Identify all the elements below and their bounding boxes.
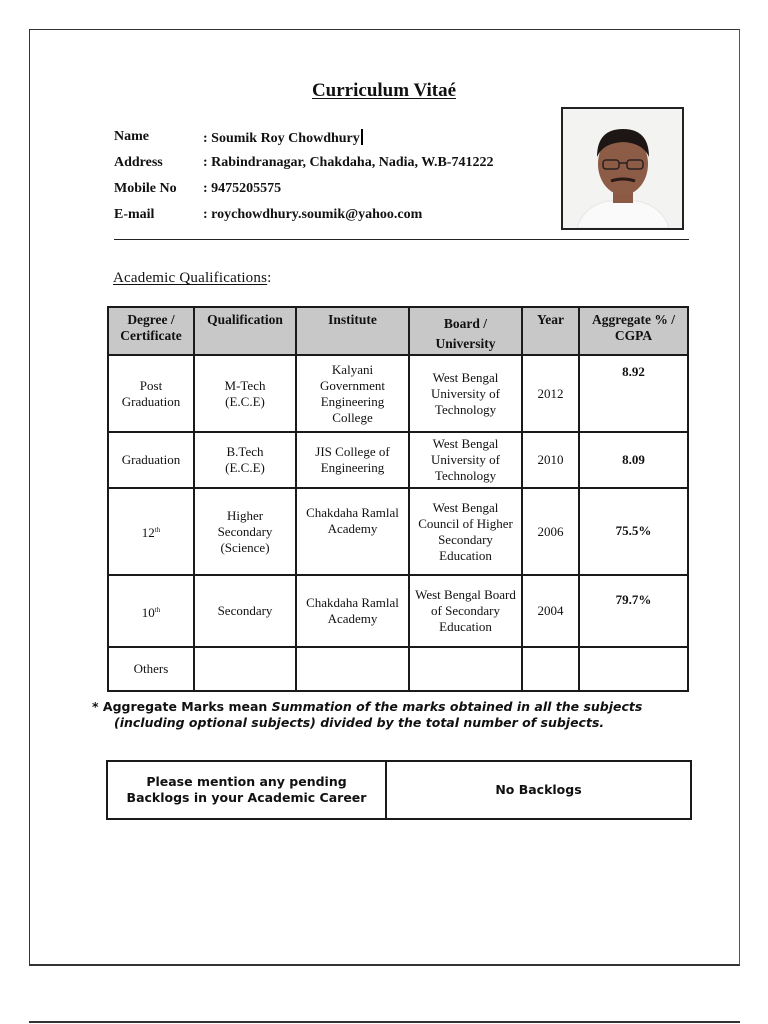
backlogs-answer: No Backlogs — [386, 761, 691, 819]
institute-cell: Chakdaha Ramlal Academy — [296, 488, 409, 575]
name-value[interactable] — [203, 129, 363, 147]
qualification-line1: M-Tech — [224, 377, 266, 393]
academic-heading-text: Academic Qualifications — [113, 270, 268, 286]
qualification-cell: Secondary — [194, 575, 296, 647]
mobile-label: Mobile No — [114, 181, 177, 196]
qualification-line1: Higher Secondary — [217, 507, 273, 539]
academic-qualifications-table — [107, 306, 689, 692]
degree-cell: Graduation — [108, 432, 194, 488]
table-row — [108, 432, 688, 488]
aggregate-cell: 8.09 — [579, 432, 688, 488]
qualification-line2: (Science) — [220, 539, 270, 555]
email-label: E-mail — [114, 207, 155, 222]
name-text: : Soumik Roy Chowdhury — [203, 131, 360, 146]
board-cell: West Bengal University of Technology — [409, 432, 522, 488]
qualification-cell — [194, 355, 296, 432]
column-header-degree: Degree / Certificate — [108, 307, 194, 355]
footnote-italic-line2: (including optional subjects) divided by the total number of subjects. — [114, 715, 605, 730]
degree-cell: Others — [108, 647, 194, 691]
document-title: Curriculum Vitaé — [311, 80, 457, 101]
board-cell: West Bengal University of Technology — [409, 355, 522, 432]
qualification-line2: (E.C.E) — [225, 460, 265, 475]
academic-heading-colon: : — [267, 270, 272, 286]
table-header-row — [108, 307, 688, 355]
email-value: : roychowdhury.soumik@yahoo.com — [203, 207, 423, 222]
name-label: Name — [114, 129, 149, 144]
header-divider — [114, 239, 689, 240]
year-cell: 2006 — [522, 488, 579, 575]
degree-cell — [108, 575, 194, 647]
year-cell: 2004 — [522, 575, 579, 647]
portrait-photo-icon — [563, 109, 682, 228]
institute-cell — [296, 647, 409, 691]
column-header-qualification: Qualification — [194, 307, 296, 355]
next-page-edge — [29, 1021, 740, 1023]
mobile-value: : 9475205575 — [203, 181, 282, 196]
table-row — [108, 575, 688, 647]
aggregate-cell — [579, 647, 688, 691]
column-header-board: Board / University — [409, 307, 522, 355]
backlogs-question-text: Please mention any pending Backlogs in your Academic Career — [126, 774, 367, 805]
qualification-cell — [194, 647, 296, 691]
backlogs-row — [107, 761, 691, 819]
board-cell — [409, 647, 522, 691]
address-label: Address — [114, 155, 163, 170]
aggregate-cell: 79.7% — [579, 575, 688, 647]
backlogs-question — [107, 761, 386, 819]
qualification-line1: B.Tech — [226, 444, 264, 459]
aggregate-cell: 75.5% — [579, 488, 688, 575]
aggregate-footnote — [92, 699, 692, 731]
backlogs-table — [106, 760, 692, 820]
qualification-cell — [194, 488, 296, 575]
institute-cell: Kalyani Government Engineering College — [296, 355, 409, 432]
degree-text: 10 — [141, 604, 155, 620]
portrait-photo — [561, 107, 684, 230]
degree-superscript: th — [154, 526, 161, 534]
column-header-year: Year — [522, 307, 579, 355]
footnote-lead: Aggregate Marks mean — [98, 699, 272, 714]
table-row — [108, 355, 688, 432]
table-row — [108, 488, 688, 575]
degree-cell — [108, 488, 194, 575]
year-cell: 2012 — [522, 355, 579, 432]
year-cell: 2010 — [522, 432, 579, 488]
column-header-institute: Institute — [296, 307, 409, 355]
table-row — [108, 647, 688, 691]
footnote-italic-line1: Summation of the marks obtained in all the subjects — [271, 699, 643, 714]
text-cursor — [361, 129, 363, 145]
year-cell — [522, 647, 579, 691]
column-header-aggregate: Aggregate % / CGPA — [579, 307, 688, 355]
degree-text: 12 — [141, 525, 155, 540]
aggregate-cell: 8.92 — [579, 355, 688, 432]
board-cell: West Bengal Board of Secondary Education — [409, 575, 522, 647]
qualification-cell — [194, 432, 296, 488]
footnote-marker: * — [92, 699, 99, 714]
institute-cell: JIS College of Engineering — [296, 432, 409, 488]
degree-cell: Post Graduation — [108, 355, 194, 432]
address-value: : Rabindranagar, Chakdaha, Nadia, W.B-741222 — [203, 155, 494, 170]
qualification-line2: (E.C.E) — [225, 393, 265, 409]
institute-cell: Chakdaha Ramlal Academy — [296, 575, 409, 647]
academic-qualifications-heading — [113, 270, 272, 287]
board-cell: West Bengal Council of Higher Secondary Education — [409, 488, 522, 575]
degree-superscript: th — [154, 605, 161, 614]
